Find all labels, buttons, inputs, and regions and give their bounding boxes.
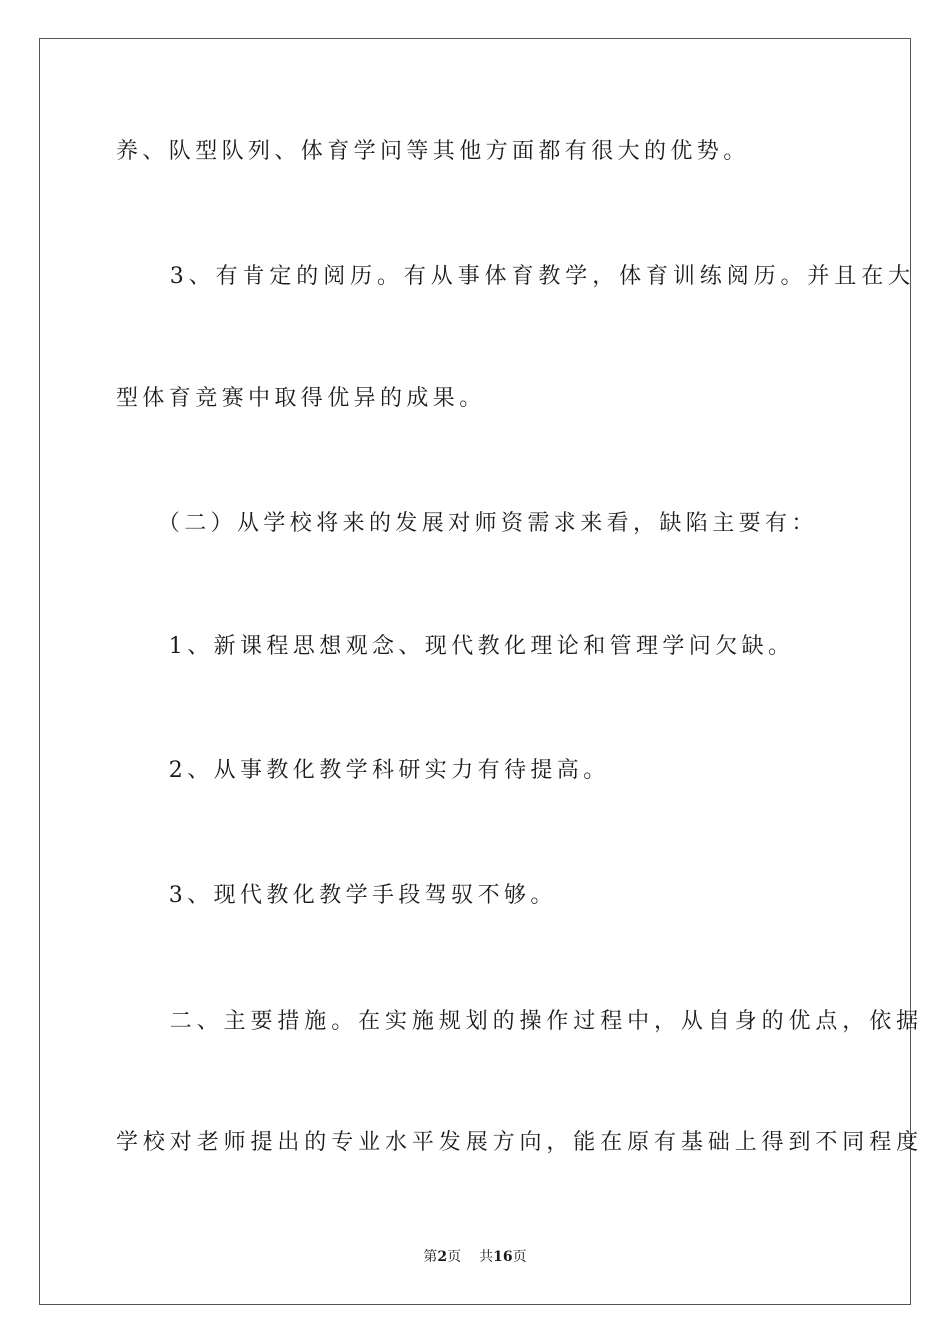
paragraph-line: 养、队型队列、体育学问等其他方面都有很大的优势。 <box>116 139 750 164</box>
paragraph-line: 型体育竞赛中取得优异的成果。 <box>116 386 486 411</box>
page-footer <box>0 1247 950 1267</box>
paragraph-line: 二、主要措施。在实施规划的操作过程中，从自身的优点，依据 <box>116 1009 924 1034</box>
paragraph-line: 学校对老师提出的专业水平发展方向，能在原有基础上得到不同程度 <box>116 1130 924 1155</box>
list-item: 3、现代教化教学手段驾驭不够。 <box>116 883 557 908</box>
page-label: 第2页 <box>423 1249 462 1265</box>
total-pages: 16 <box>493 1249 513 1265</box>
paragraph-line: 3、有肯定的阅历。有从事体育教学，体育训练阅历。并且在大 <box>116 264 915 289</box>
list-item: 2、从事教化教学科研实力有待提高。 <box>116 758 610 783</box>
page-number: 2 <box>437 1249 448 1265</box>
section-heading: （二）从学校将来的发展对师资需求来看，缺陷主要有： <box>116 511 818 536</box>
list-item: 1、新课程思想观念、现代教化理论和管理学问欠缺。 <box>116 634 795 659</box>
total-pages-label: 共16页 <box>479 1249 527 1265</box>
page-border <box>39 38 924 1305</box>
